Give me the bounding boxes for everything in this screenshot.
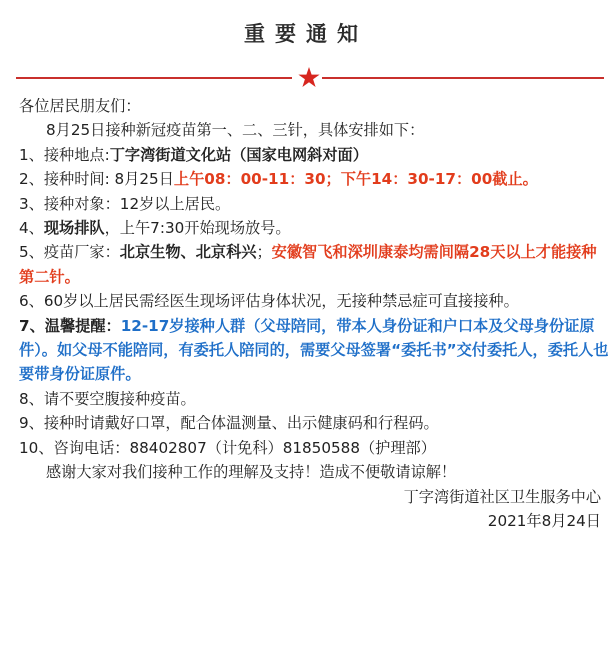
item-4-rest: ，上午7:30开始现场放号。 [104,219,291,238]
item-7 [19,314,609,387]
item-5-bold: 北京生物、北京科兴 [119,243,257,262]
divider-line-left [16,77,292,79]
date: 2021年8月24日 [487,511,601,530]
item-1 [19,143,609,167]
notice-body [19,94,609,533]
item-10: 10、咨询电话：88402807（计免科）81850588（护理部） [19,438,436,457]
item-6: 6、60岁以上居民需经医生现场评估身体状况，无接种禁忌症可直接接种。 [19,292,519,311]
title-divider [0,66,612,90]
item-8: 8、请不要空腹接种疫苗。 [19,389,196,408]
item-4-prefix: 4、 [19,219,44,238]
signature: 丁字湾街道社区卫生服务中心 [403,487,601,506]
item-2-morning: 上午08：00-11：30； [173,170,341,189]
item-2 [19,167,609,191]
intro: 8月25日接种新冠疫苗第一、二、三针，具体安排如下： [46,121,425,140]
page-title: 重要通知 [244,22,368,46]
item-2-label: 2、接种时间: 8月25日 [19,170,174,189]
item-1-value: 丁字湾街道文化站（国家电网斜对面） [109,145,368,164]
item-4 [19,216,609,240]
item-7-label: 7、温馨提醒： [19,316,121,335]
star-icon [297,66,321,90]
greeting: 各位居民朋友们： [19,97,141,115]
item-2-afternoon: 下午14：30-17：00截止。 [340,170,538,189]
item-4-bold: 现场排队 [43,219,105,238]
item-5-prefix: 5、疫苗厂家： [19,243,120,262]
item-3: 3、接种对象：12岁以上居民。 [19,194,231,213]
item-5-red: 安徽智飞和深圳康泰均需间隔28天以上才能接种第二针。 [19,243,597,286]
divider-line-right [322,77,604,79]
thanks: 感谢大家对我们接种工作的理解及支持！造成不便敬请谅解！ [46,463,457,482]
item-9: 9、接种时请戴好口罩，配合体温测量、出示健康码和行程码。 [19,414,439,433]
item-5-sep: ； [256,243,272,262]
item-1-label: 1、接种地点: [19,145,110,164]
item-5 [19,240,609,289]
item-7-text: 12-17岁接种人群（父母陪同，带本人身份证和户口本及父母身份证原件）。如父母不能陪同，有委托人陪同的，需要父母签署“委托书”交付委托人，委托人也要带身份证原件。 [19,316,609,384]
